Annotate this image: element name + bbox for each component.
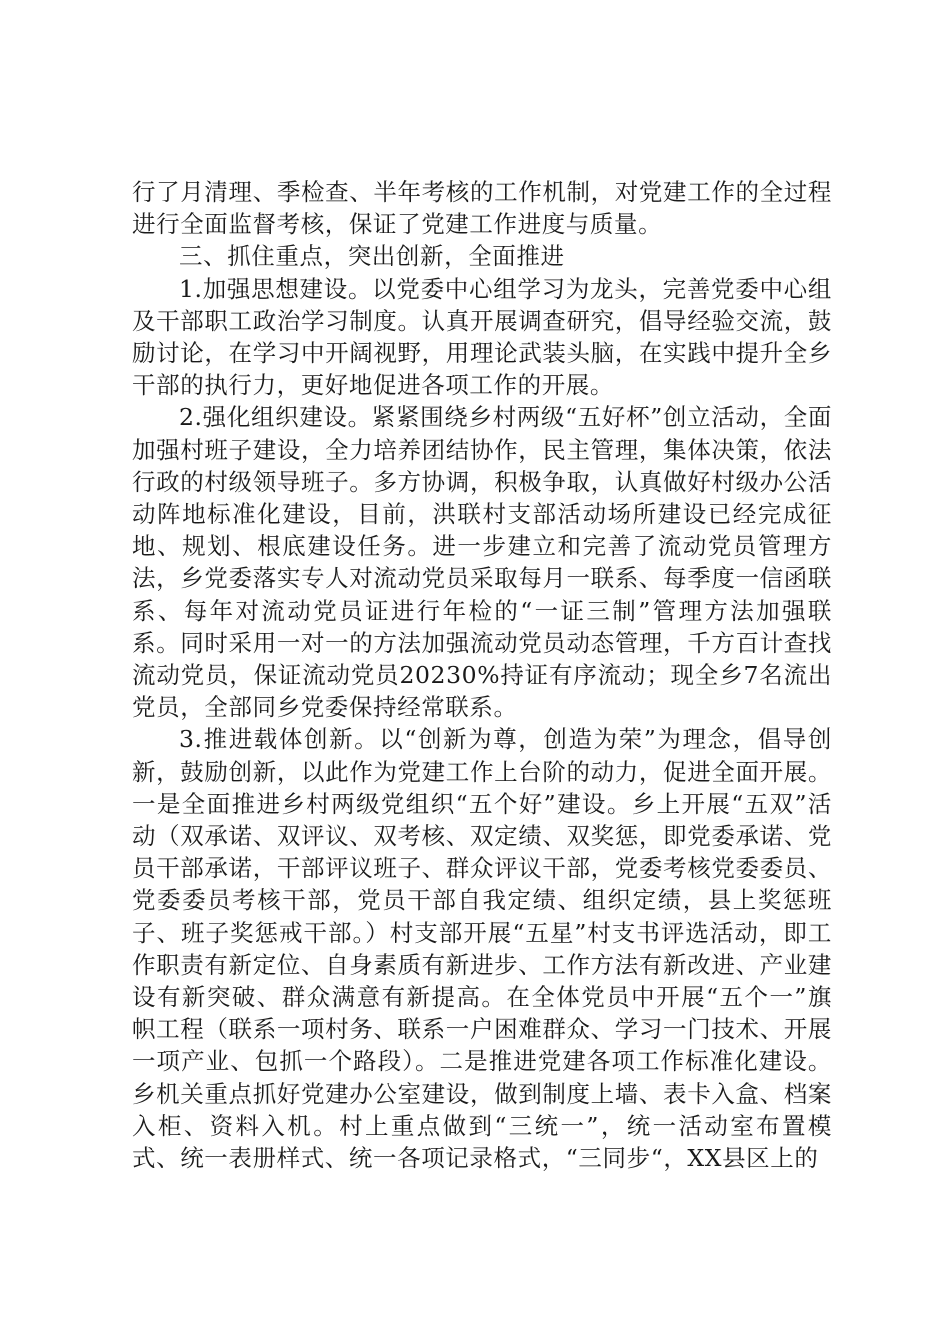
paragraph-thought-building: 1.加强思想建设。以党委中心组学习为龙头，完善党委中心组及干部职工政治学习制度。认真开展调查研究，倡导经验交流，鼓励讨论，在学习中开阔视野，用理论武装头脑，在实践中提升全乡干部的执行力，更好地促进各项工作的开展。 [132, 274, 832, 400]
section-heading: 三、抓住重点，突出创新，全面推进 [179, 242, 565, 271]
paragraph-continuation: 行了月清理、季检查、半年考核的工作机制，对党建工作的全过程进行全面监督考核，保证了党建工作进度与质量。 [132, 178, 832, 239]
paragraph-organization-building: 2.强化组织建设。紧紧围绕乡村两级“五好杯”创立活动，全面加强村班子建设，全力培养团结协作，民主管理，集体决策，依法行政的村级领导班子。多方协调，积极争取，认真做好村级办公活动阵地标准化建设，目前，洪联村支部活动场所建设已经完成征地、规划、根底建设任务。进一步建立和完善了流动党员管理方法，乡党委落实专人对流动党员采取每月一联系、每季度一信函联系、每年对流动党员证进行年检的“一证三制”管理方法加强联系。同时采用一对一的方法加强流动党员动态管理，千方百计查找流动党员，保证流动党员20230%持证有序流动；现全乡7名流出党员，全部同乡党委保持经常联系。 [132, 403, 832, 722]
document-body [132, 176, 832, 1174]
paragraph-carrier-innovation: 3.推进载体创新。以“创新为尊，创造为荣”为理念，倡导创新，鼓励创新，以此作为党建工作上台阶的动力，促进全面开展。一是全面推进乡村两级党组织“五个好”建设。乡上开展“五双”活动（双承诺、双评议、双考核、双定绩、双奖惩，即党委承诺、党员干部承诺，干部评议班子、群众评议干部，党委考核党委委员、党委委员考核干部，党员干部自我定绩、组织定绩，县上奖惩班子、班子奖惩戒干部。）村支部开展“五星”村支书评选活动，即工作职责有新定位、自身素质有新进步、工作方法有新改进、产业建设有新突破、群众满意有新提高。在全体党员中开展“五个一”旗帜工程（联系一项村务、联系一户困难群众、学习一门技术、开展一项产业、包抓一个路段）。二是推进党建各项工作标准化建设。乡机关重点抓好党建办公室建设，做到制度上墙、表卡入盒、档案入柜、资料入机。村上重点做到“三统一”，统一活动室布置模式、统一表册样式、统一各项记录格式，“三同步“，XX县区上的 [132, 725, 832, 1173]
